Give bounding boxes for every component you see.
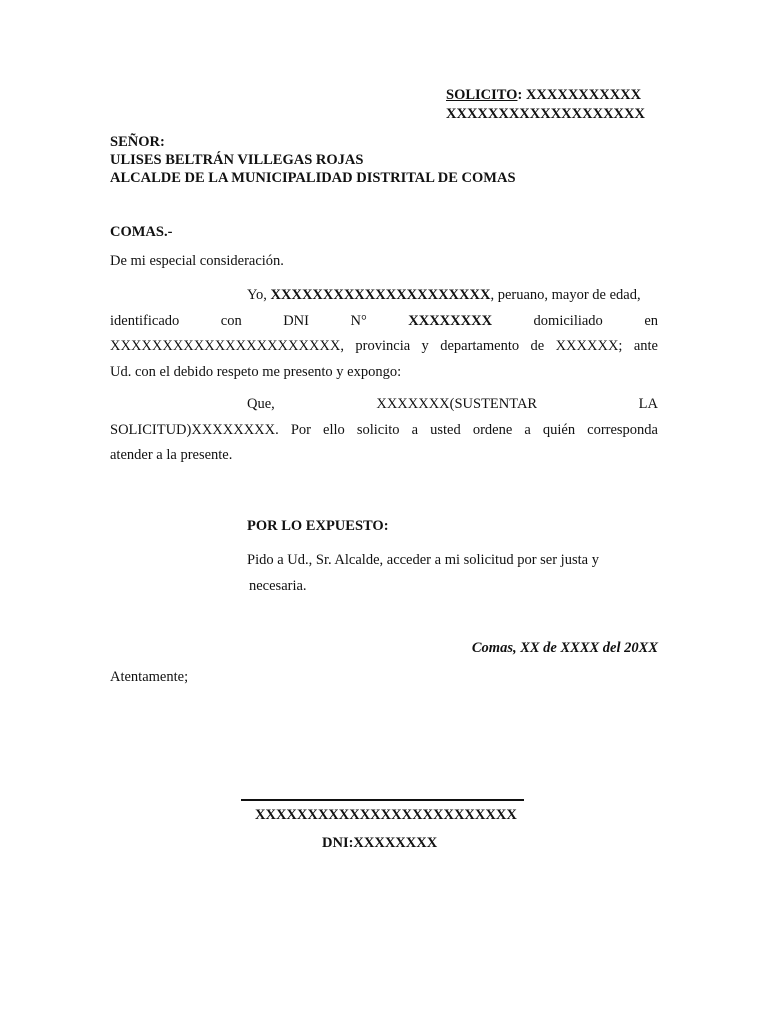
paragraph-1-line-1: [110, 283, 658, 309]
paragraph-2-line-3: atender a la presente.: [110, 447, 233, 463]
paragraph-2: [110, 392, 658, 469]
location-line: COMAS.-: [110, 224, 173, 240]
paragraph-2-line-1: [110, 392, 658, 418]
addressee-name: ULISES BELTRÁN VILLEGAS ROJAS: [110, 152, 364, 168]
p2-word-que: Que,: [247, 396, 275, 412]
expuesto-heading: POR LO EXPUESTO:: [247, 518, 389, 534]
p1-suffix: , peruano, mayor de edad,: [490, 287, 641, 303]
paragraph-2-line-2: SOLICITUD)XXXXXXXX. Por ello solicito a usted ordene a quién corresponda: [110, 421, 658, 438]
p1-word-domiciliado: domiciliado: [533, 312, 603, 329]
p1-word-numero: N°: [350, 312, 367, 329]
p1-word-identificado: identificado: [110, 312, 180, 329]
addressee-position: ALCALDE DE LA MUNICIPALIDAD DISTRITAL DE COMAS: [110, 170, 516, 186]
paragraph-1-line-4: Ud. con el debido respeto me presento y expongo:: [110, 363, 402, 380]
p1-word-con: con: [220, 312, 242, 329]
p2-word-la: LA: [638, 396, 658, 412]
paragraph-1-line-2: [110, 309, 658, 335]
expuesto-line-2: necesaria.: [249, 578, 307, 594]
solicito-block: [446, 86, 660, 124]
solicito-value-1: XXXXXXXXXXX: [522, 87, 642, 103]
signature-name: XXXXXXXXXXXXXXXXXXXXXXXXX: [255, 807, 517, 823]
p1-dni-value: XXXXXXXX: [408, 312, 493, 329]
p1-word-en: en: [644, 312, 658, 329]
p2-word-sustentar: XXXXXXX(SUSTENTAR: [376, 396, 538, 412]
paragraph-1-line-3: XXXXXXXXXXXXXXXXXXXXXX, provincia y departamento de XXXXXX; ante: [110, 338, 658, 354]
signature-dni: DNI:XXXXXXXX: [322, 835, 438, 851]
greeting-line: De mi especial consideración.: [110, 253, 284, 269]
addressee-salutation: SEÑOR:: [110, 134, 165, 150]
solicito-colon: :: [517, 87, 523, 103]
closing-line: Atentamente;: [110, 669, 189, 685]
expuesto-line-1: Pido a Ud., Sr. Alcalde, acceder a mi solicitud por ser justa y: [247, 552, 599, 568]
paragraph-1: [110, 283, 658, 385]
addressee-block: [110, 133, 516, 187]
date-line: Comas, XX de XXXX del 20XX: [471, 640, 658, 656]
signature-line: [241, 799, 524, 801]
solicito-line-2: XXXXXXXXXXXXXXXXXXX: [446, 106, 645, 122]
p1-word-dni: DNI: [283, 312, 309, 329]
solicito-line-1: [446, 86, 660, 105]
solicito-label: SOLICITO: [446, 87, 518, 103]
p1-name: XXXXXXXXXXXXXXXXXXXXX: [270, 287, 491, 303]
p1-prefix: Yo,: [247, 287, 271, 303]
